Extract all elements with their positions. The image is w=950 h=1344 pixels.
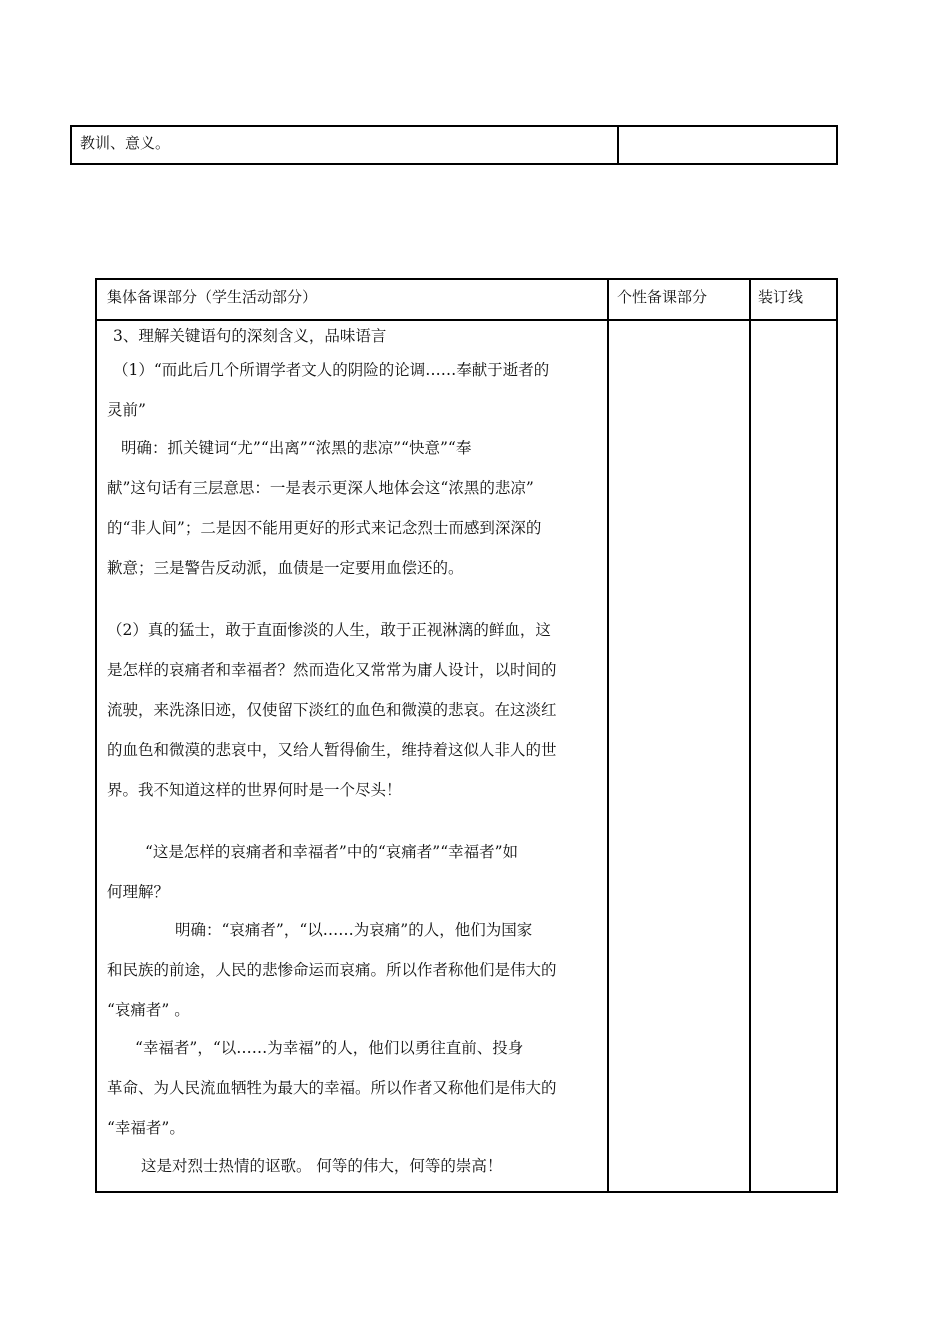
top-table-text-cell: 教训、意义。	[72, 127, 619, 163]
content-line: 明确：抓关键词“尤”“出离”“浓黑的悲凉”“快意”“奉	[121, 439, 472, 457]
content-line: 灵前”	[107, 401, 146, 419]
content-line: “幸福者”。	[107, 1119, 185, 1137]
column-divider-1	[607, 280, 609, 1191]
content-line: “幸福者”，“以……为幸福”的人，他们以勇往直前、投身	[135, 1039, 524, 1057]
content-line: 歉意；三是警告反动派，血债是一定要用血偿还的。	[107, 559, 464, 577]
lesson-plan-table	[95, 278, 838, 1193]
content-line: 的血色和微漠的悲哀中，又给人暂得偷生，维持着这似人非人的世	[107, 741, 557, 759]
header-personal-prep: 个性备课部分	[617, 288, 708, 306]
content-line: 的“非人间”；二是因不能用更好的形式来记念烈士而感到深深的	[107, 519, 542, 537]
header-row-divider	[97, 319, 836, 321]
content-line: 是怎样的哀痛者和幸福者？然而造化又常常为庸人设计，以时间的	[107, 661, 557, 679]
content-line: 流驶，来洗涤旧迹，仅使留下淡红的血色和微漠的悲哀。在这淡红	[107, 701, 557, 719]
top-table	[70, 125, 838, 165]
content-line: 界。我不知道这样的世界何时是一个尽头！	[107, 781, 402, 799]
content-line: 献”这句话有三层意思：一是表示更深人地体会这“浓黑的悲凉”	[107, 479, 534, 497]
content-line: 何理解？	[107, 883, 170, 901]
content-line: “这是怎样的哀痛者和幸福者”中的“哀痛者”“幸福者”如	[145, 843, 519, 861]
content-line: “哀痛者” 。	[107, 1001, 190, 1019]
header-collective-prep: 集体备课部分（学生活动部分）	[107, 288, 318, 306]
section-heading: 3、理解关键语句的深刻含义，品味语言	[113, 327, 387, 345]
content-line: 这是对烈士热情的讴歌。 何等的伟大，何等的崇高！	[141, 1157, 503, 1175]
header-binding-line: 装订线	[758, 288, 804, 306]
content-line: （1）“而此后几个所谓学者文人的阴险的论调……奉献于逝者的	[113, 361, 550, 379]
content-line: （2）真的猛士，敢于直面惨淡的人生，敢于正视淋漓的鲜血，这	[107, 621, 551, 639]
content-line: 明确：“哀痛者”，“以……为哀痛”的人，他们为国家	[175, 921, 533, 939]
content-line: 革命、为人民流血牺牲为最大的幸福。所以作者又称他们是伟大的	[107, 1079, 557, 1097]
content-line: 和民族的前途，人民的悲惨命运而哀痛。所以作者称他们是伟大的	[107, 961, 557, 979]
column-divider-2	[749, 280, 751, 1191]
